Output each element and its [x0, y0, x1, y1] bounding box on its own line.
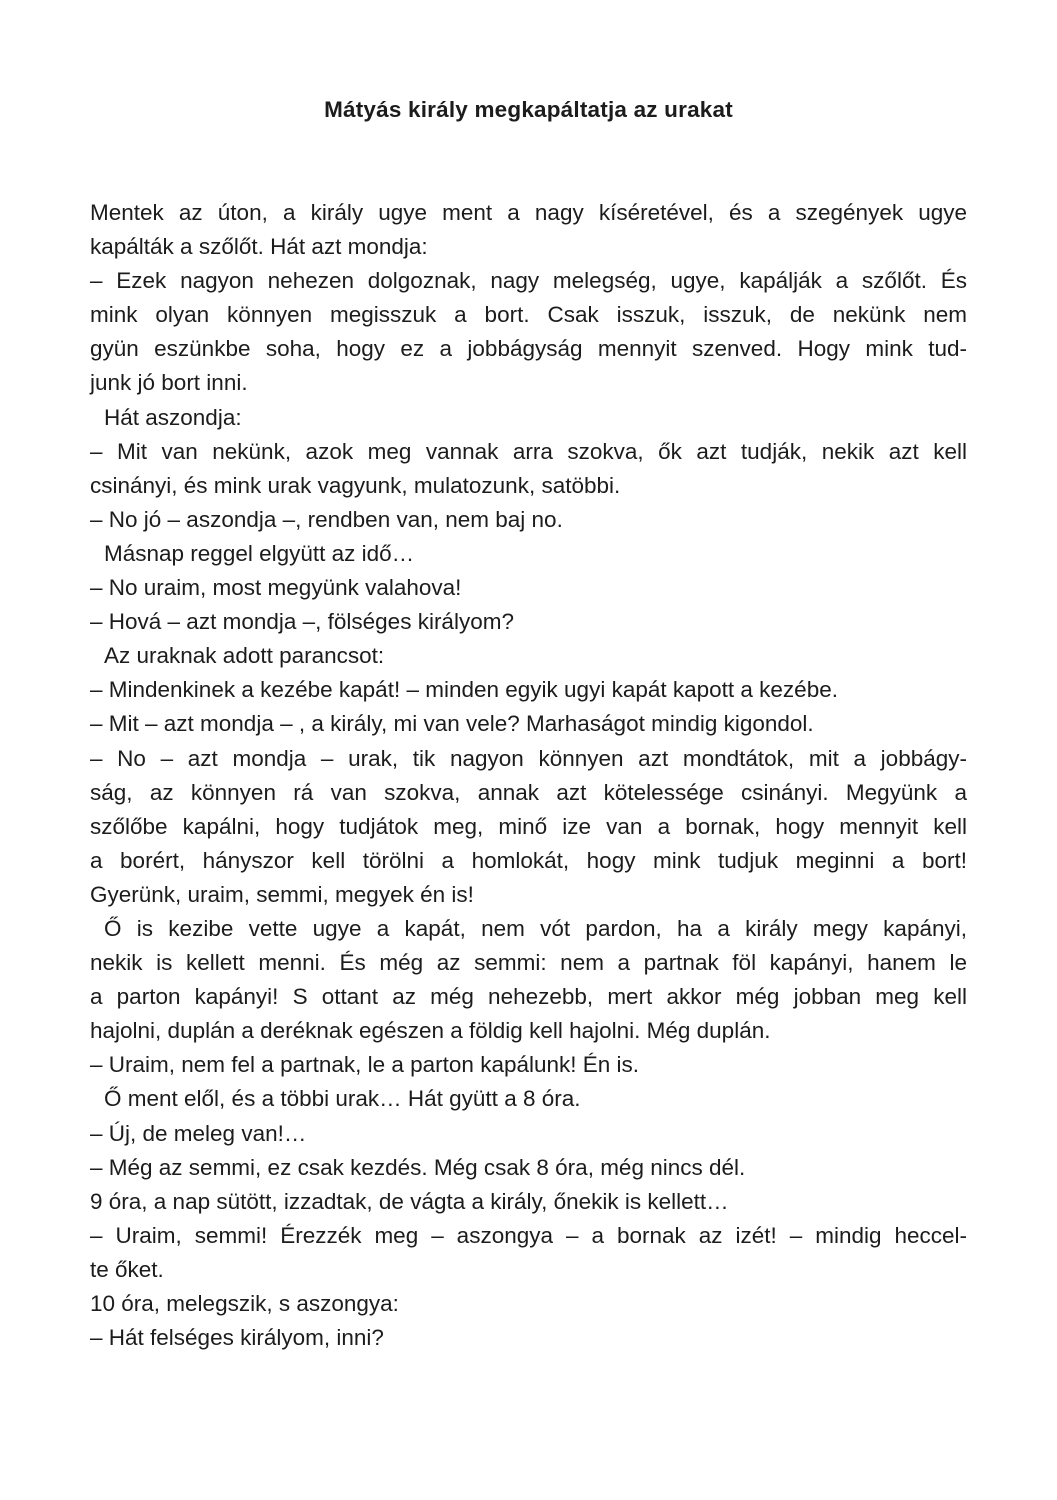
text-line: Ő is kezibe vette ugye a kapát, nem vót pardon, ha a király megy kapányi,	[104, 915, 967, 941]
text-line: – Uraim, semmi! Érezzék meg – aszongya – a bornak az izét! – mindig heccel-	[90, 1222, 967, 1248]
text-line: Az uraknak adott parancsot:	[104, 643, 385, 669]
document-body	[90, 196, 967, 1355]
text-line: Ő ment elől, és a többi urak… Hát gyütt a 8 óra.	[104, 1086, 581, 1112]
text-line: csinányi, és mink urak vagyunk, mulatozunk, satöbbi.	[90, 472, 621, 498]
text-line: 10 óra, melegszik, s aszongya:	[90, 1291, 399, 1316]
text-line: – Mit – azt mondja – , a király, mi van vele? Marhaságot mindig kigondol.	[90, 711, 814, 737]
text-line: kapálták a szőlőt. Hát azt mondja:	[90, 234, 428, 260]
text-line: 9 óra, a nap sütött, izzadtak, de vágta a király, őnekik is kellett…	[90, 1188, 729, 1214]
text-line: – Uraim, nem fel a partnak, le a parton kapálunk! Én is.	[90, 1052, 640, 1078]
text-line: – No jó – aszondja –, rendben van, nem baj no.	[90, 506, 563, 532]
document-title: Mátyás király megkapáltatja az urakat	[324, 97, 733, 122]
text-line: – Új, de meleg van!…	[90, 1120, 307, 1146]
text-line: Hát aszondja:	[104, 404, 242, 430]
text-line: – Mindenkinek a kezébe kapát! – minden egyik ugyi kapát kapott a kezébe.	[90, 677, 838, 703]
text-line: – Hát felséges királyom, inni?	[90, 1325, 384, 1351]
text-line: szőlőbe kapálni, hogy tudjátok meg, minő ize van a bornak, hogy mennyit kell	[90, 813, 967, 839]
text-line: – No uraim, most megyünk valahova!	[90, 575, 462, 601]
text-line: hajolni, duplán a deréknak egészen a földig kell hajolni. Még duplán.	[90, 1018, 771, 1044]
text-line: – Ezek nagyon nehezen dolgoznak, nagy melegség, ugye, kapálják a szőlőt. És	[90, 268, 967, 294]
text-line: – No – azt mondja – urak, tik nagyon könnyen azt mondtátok, mit a jobbágy-	[90, 745, 967, 771]
text-line: – Hová – azt mondja –, fölséges királyom?	[90, 609, 514, 635]
text-line: te őket.	[90, 1256, 164, 1282]
text-line: ság, az könnyen rá van szokva, annak azt kötelessége csinányi. Megyünk a	[90, 779, 967, 805]
text-line: Gyerünk, uraim, semmi, megyek én is!	[90, 881, 474, 907]
text-line: a borért, hányszor kell törölni a homlokát, hogy mink tudjuk meginni a bort!	[90, 847, 967, 873]
text-line: Mentek az úton, a király ugye ment a nagy kíséretével, és a szegények ugye	[90, 200, 967, 225]
text-line: gyün eszünkbe soha, hogy ez a jobbágyság mennyit szenved. Hogy mink tud-	[90, 336, 967, 362]
text-line: a parton kapányi! S ottant az még nehezebb, mert akkor még jobban meg kell	[90, 984, 967, 1010]
text-line: mink olyan könnyen megisszuk a bort. Csak isszuk, isszuk, de nekünk nem	[90, 302, 967, 328]
text-line: – Mit van nekünk, azok meg vannak arra szokva, ők azt tudják, nekik azt kell	[90, 438, 967, 464]
text-line: – Még az semmi, ez csak kezdés. Még csak 8 óra, még nincs dél.	[90, 1154, 746, 1180]
text-line: Másnap reggel elgyütt az idő…	[104, 540, 415, 566]
text-line: junk jó bort inni.	[90, 370, 248, 396]
text-line: nekik is kellett menni. És még az semmi: nem a partnak föl kapányi, hanem le	[90, 950, 967, 976]
